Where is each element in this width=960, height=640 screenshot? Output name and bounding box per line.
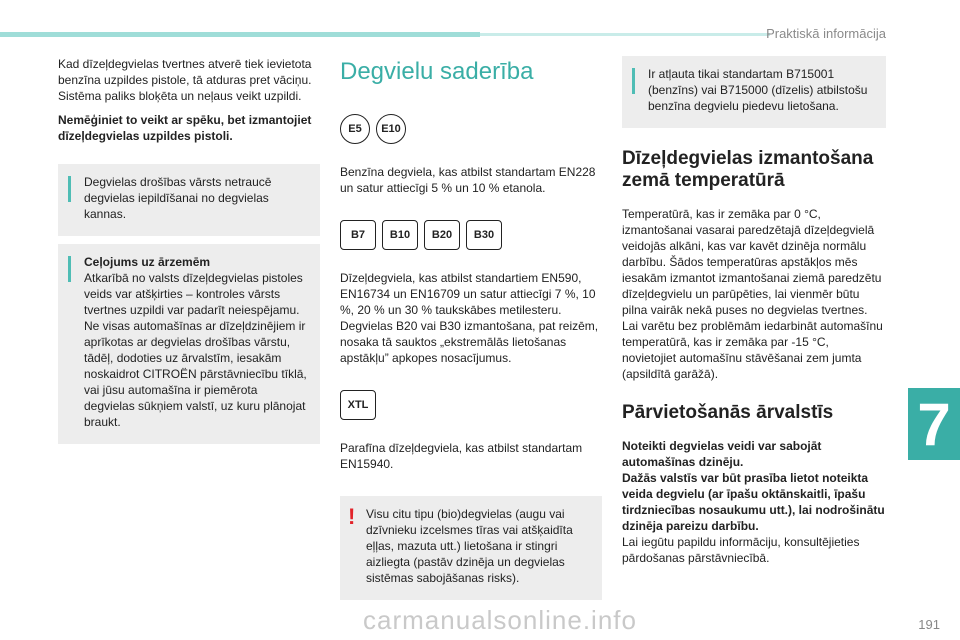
- xtl-icons: [340, 390, 602, 420]
- header-accent-bar-light: [480, 33, 770, 36]
- fuel-e10-icon: E10: [376, 114, 406, 144]
- fuel-b7-icon: B7: [340, 220, 376, 250]
- section-header: Praktiskā informācija: [766, 26, 886, 41]
- info-text: Ir atļauta tikai standartam B715001 (benzīns) vai B715000 (dīzelis) atbilstošu benzīna degvielu piedevu lietošana.: [648, 67, 868, 113]
- cold-text: Temperatūrā, kas ir zemāka par 0 °C, izmantošanai vasarai paredzētajā dīzeļdegvielā veidojās alkāni, kas var kavēt dzinēja normālu darbību. Šādos temperatūras apstākļos mēs iesakām izmantot izmantošanai ziemā paredzētu dīzeļdegvielu un parūpēties, lai vienmēr būtu pilna vairāk nekā puses no degvielas tvertnes. Lai varētu bez problēmām iedarbināt automašīnu temperatūrā, kas ir zemāka par -15 °C, novietojiet automašīnu stāvēšanai zem jumta (apsildītā garāžā).: [622, 207, 883, 381]
- warning-box-biofuel: [340, 496, 602, 600]
- petrol-text: Benzīna degviela, kas atbilst standartam EN228 un satur attiecīgi 5 % un 10 % etanola.: [340, 165, 596, 195]
- heading-abroad: Pārvietošanās ārvalstīs: [622, 402, 834, 423]
- warning-text: Visu citu tipu (bio)degvielas (augu vai dzīvnieku izcelsmes tīras vai atšķaidīta eļļas, mazuta utt.) lietošana ir stingri aizliegta (pastāv dzinēja un degvielas sistēmas sabojāšanas risks).: [366, 507, 573, 585]
- fuel-xtl-icon: XTL: [340, 390, 376, 420]
- info-text: Atkarībā no valsts dīzeļdegvielas pistoles veids var atšķirties – kontroles vārsts tvertnes uzpildi var padarīt neiespējamu. Ne visas automašīnas ar dīzeļdzinējiem ir aprīkotas ar degvielas drošības vārstu, tādēļ, dodoties uz ārvalstīm, iesakām noskaidrot CITROËN pārstāvniecību tīklā, vai jūsu automašīna ir piemērota degvielas sūkņiem valstī, uz kuru plānojat braukt.: [84, 271, 307, 429]
- info-title: Ceļojums uz ārzemēm: [84, 255, 211, 269]
- info-box-additives: [622, 56, 886, 128]
- info-icon: [68, 256, 71, 282]
- fuel-b10-icon: B10: [382, 220, 418, 250]
- column-middle: [340, 56, 602, 608]
- fuel-b20-icon: B20: [424, 220, 460, 250]
- header-accent-bar: [0, 32, 480, 37]
- abroad-text: Lai iegūtu papildu informāciju, konsultējieties pārdošanas pārstāvniecībā.: [622, 535, 860, 565]
- xtl-text: Parafīna dīzeļdegviela, kas atbilst standartam EN15940.: [340, 441, 583, 471]
- intro-text: Kad dīzeļdegvielas tvertnes atverē tiek ievietota benzīna uzpildes pistole, tā atduras pret vāciņu. Sistēma paliks bloķēta un neļaus veikt uzpildi.: [58, 57, 312, 103]
- diesel-icons: [340, 220, 602, 250]
- column-right: [622, 56, 886, 574]
- info-icon: [68, 176, 71, 202]
- heading-cold: Dīzeļdegvielas izmantošana zemā temperatūrā: [622, 148, 874, 191]
- chapter-tab: 7: [908, 388, 960, 460]
- info-box-safety-valve: [58, 164, 320, 236]
- column-left: [58, 56, 320, 452]
- diesel-text: Dīzeļdegviela, kas atbilst standartiem EN590, EN16734 un EN16709 un satur attiecīgi 7 %, 10 %, 20 % un 30 % taukskābes metilesteru. Degvielas B20 vai B30 izmantošana, pat reizēm, nosaka tā sauktos „ekstremālās lietošanas apstākļu” apkopes nosacījumus.: [340, 271, 599, 365]
- abroad-bold-text: Noteikti degvielas veidi var sabojāt automašīnas dzinēju. Dažās valstīs var būt prasība lietot noteikta veida degvielu (ar īpašu oktānskaitli, īpašu tirdzniecības nosaukumu utt.), lai nodrošinātu dzinēja pareizu darbību.: [622, 439, 885, 533]
- warning-icon: !: [348, 504, 356, 529]
- fuel-e5-icon: E5: [340, 114, 370, 144]
- info-icon: [632, 68, 635, 94]
- page-number: 191: [918, 617, 940, 632]
- petrol-icons: [340, 114, 602, 144]
- bold-warning: Nemēģiniet to veikt ar spēku, bet izmantojiet dīzeļdegvielas uzpildes pistoli.: [58, 113, 312, 143]
- fuel-b30-icon: B30: [466, 220, 502, 250]
- page-title: Degvielu saderība: [340, 58, 534, 85]
- info-box-travel: [58, 244, 320, 444]
- watermark: carmanualsonline.info: [363, 605, 637, 635]
- info-text: Degvielas drošības vārsts netraucē degvielas iepildīšanai no degvielas kannas.: [84, 175, 272, 221]
